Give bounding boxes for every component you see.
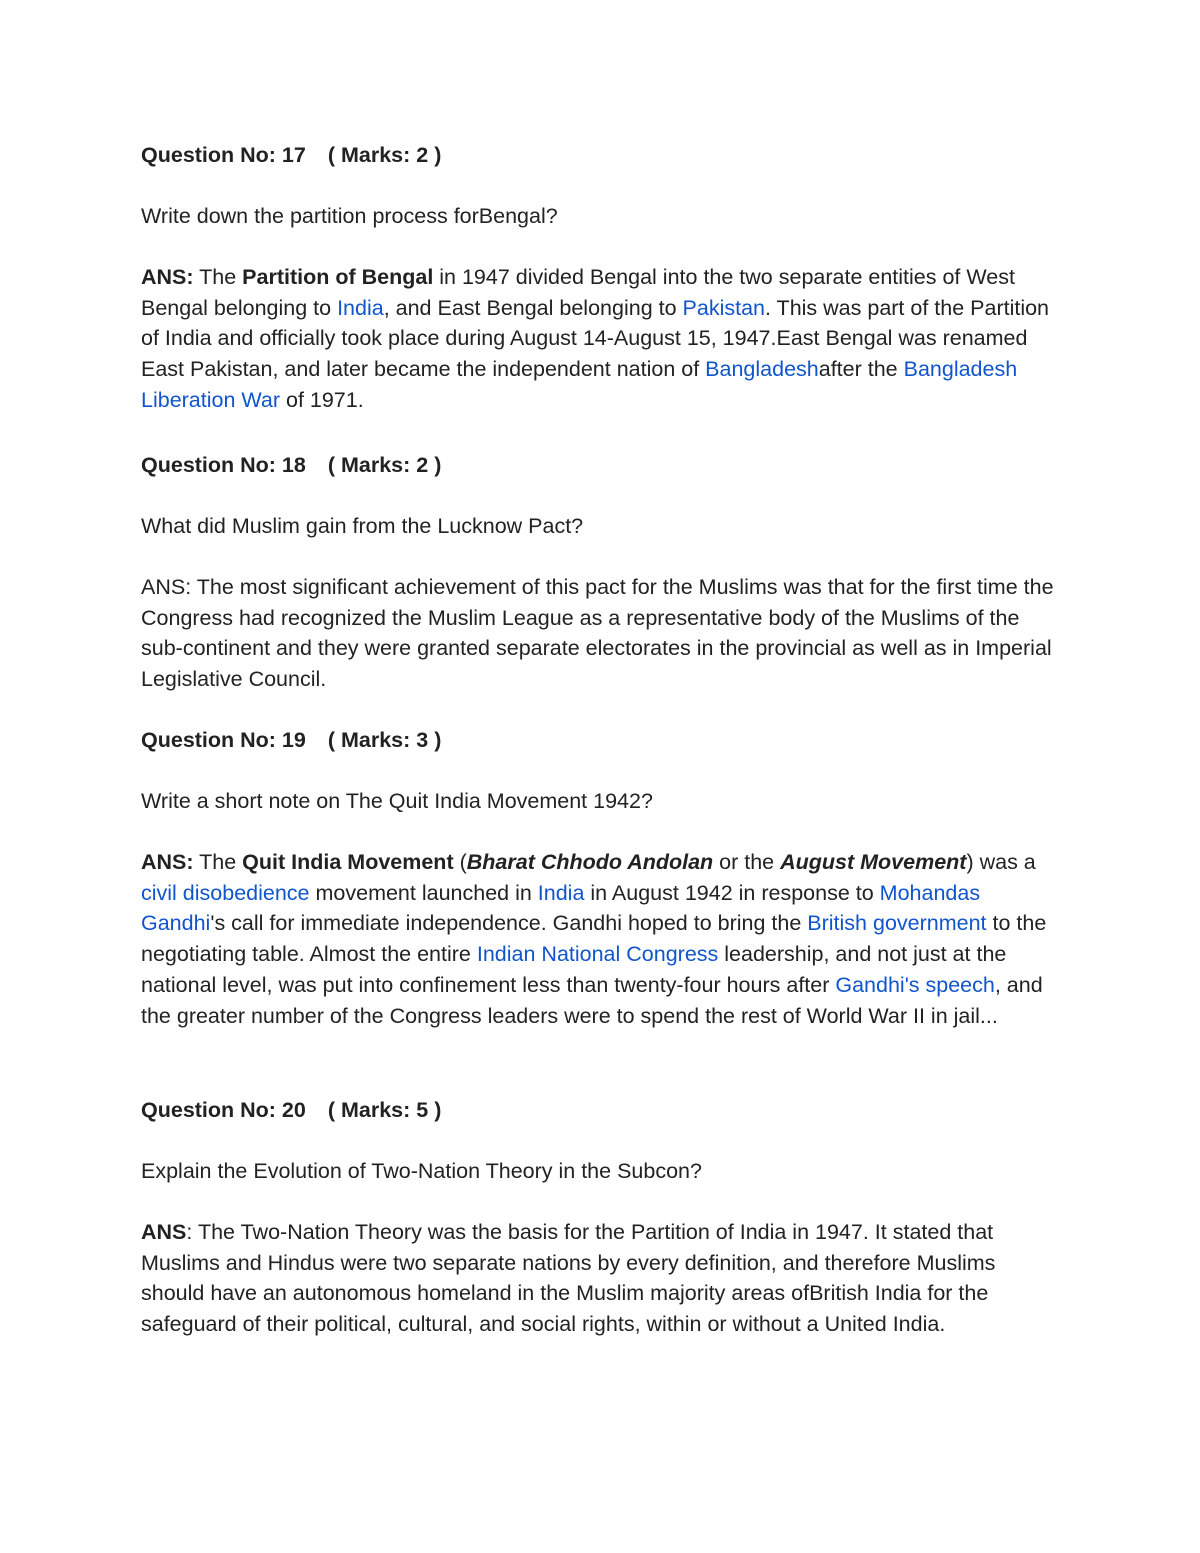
link-bangladesh-liberation-war[interactable]: Bangladesh Liberation War bbox=[141, 357, 1018, 412]
question-number: Question No: 17 bbox=[141, 143, 306, 167]
answer-run: The bbox=[193, 264, 243, 289]
question-block-17 bbox=[141, 140, 1061, 416]
answer-run: in August 1942 in response to bbox=[584, 880, 880, 905]
question-number: Question No: 19 bbox=[141, 728, 306, 752]
answer-text: ANS: The most significant achievement of this pact for the Muslims was that for the first time the Congress had recognized the Muslim League as a representative body of the Muslims of the sub-continent and they were granted separate electorates in the provincial as well as in Imperial Legislative Council. bbox=[141, 574, 1054, 692]
answer-bold-term: Partition of Bengal bbox=[242, 264, 434, 289]
question-heading bbox=[141, 725, 1061, 756]
link-gandhis-speech[interactable]: Gandhi's speech bbox=[835, 972, 995, 997]
answer-label: ANS bbox=[141, 1219, 187, 1244]
question-block-18 bbox=[141, 450, 1061, 695]
answer-run: , and the greater number of the Congress leaders were to spend the rest of World War II in jail... bbox=[141, 972, 1043, 1028]
question-marks: ( Marks: 2 ) bbox=[327, 143, 442, 167]
link-pakistan[interactable]: Pakistan bbox=[682, 295, 765, 320]
link-india[interactable]: India bbox=[537, 880, 585, 905]
answer-run: ) was a bbox=[966, 849, 1036, 874]
question-text: Explain the Evolution of Two-Nation Theory in the Subcon? bbox=[141, 1159, 702, 1183]
answer-text bbox=[141, 1217, 1061, 1340]
link-british-government[interactable]: British government bbox=[807, 911, 987, 936]
link-mohandas-gandhi[interactable]: Mohandas Gandhi bbox=[141, 880, 981, 936]
answer-run: after the bbox=[818, 357, 904, 382]
link-bangladesh[interactable]: Bangladesh bbox=[705, 357, 819, 382]
question-marks: ( Marks: 3 ) bbox=[327, 728, 442, 752]
answer-run: . This was part of the Partition of India and officially took place during August 14-August 15, 1947.East Bengal was renamed East Pakistan, and later became the independent nation of bbox=[141, 295, 1050, 382]
question-block-20 bbox=[141, 1095, 1061, 1340]
answer-label: ANS: bbox=[141, 849, 194, 874]
answer-run: , and East Bengal belonging to bbox=[383, 295, 683, 320]
link-civil-disobedience[interactable]: civil disobedience bbox=[141, 880, 310, 905]
question-marks: ( Marks: 2 ) bbox=[327, 453, 442, 477]
answer-label: ANS: bbox=[141, 264, 194, 289]
answer-run: or the bbox=[713, 849, 781, 874]
link-indian-national-congress[interactable]: Indian National Congress bbox=[476, 942, 719, 967]
question-text: Write a short note on The Quit India Movement 1942? bbox=[141, 789, 653, 813]
answer-run: : The Two-Nation Theory was the basis for the Partition of India in 1947. It stated that Muslims and Hindus were two separate nations by every definition, and therefore Muslims should have an autonomous homeland in the Muslim majority areas ofBritish India for the safeguard of their political, cultural, and social rights, within or without a United India. bbox=[141, 1219, 996, 1337]
question-heading bbox=[141, 140, 1061, 171]
question-text: Write down the partition process forBengal? bbox=[141, 204, 558, 228]
answer-bold-italic-term: August Movement bbox=[780, 849, 967, 874]
link-india[interactable]: India bbox=[337, 295, 384, 320]
question-block-19 bbox=[141, 725, 1061, 1032]
answer-run: movement launched in bbox=[309, 880, 538, 905]
answer-text bbox=[141, 847, 1061, 1032]
answer-run: in 1947 divided Bengal into the two separate entities of West Bengal belonging to bbox=[141, 264, 1015, 320]
question-number: Question No: 20 bbox=[141, 1098, 306, 1122]
answer-run: of 1971. bbox=[280, 387, 364, 412]
question-marks: ( Marks: 5 ) bbox=[327, 1098, 442, 1122]
answer-run: ( bbox=[453, 849, 467, 874]
answer-bold-term: Quit India Movement bbox=[242, 849, 454, 874]
question-heading bbox=[141, 450, 1061, 481]
answer-text bbox=[141, 262, 1061, 416]
answer-run: to the negotiating table. Almost the entire bbox=[141, 911, 1047, 967]
question-heading bbox=[141, 1095, 1061, 1126]
answer-run: 's call for immediate independence. Gandhi hoped to bring the bbox=[210, 911, 808, 936]
question-number: Question No: 18 bbox=[141, 453, 306, 477]
question-text: What did Muslim gain from the Lucknow Pact? bbox=[141, 514, 584, 538]
answer-run: leadership, and not just at the national level, was put into confinement less than twenty-four hours after bbox=[141, 942, 1007, 997]
answer-run: The bbox=[193, 849, 243, 874]
answer-bold-italic-term: Bharat Chhodo Andolan bbox=[466, 849, 714, 874]
